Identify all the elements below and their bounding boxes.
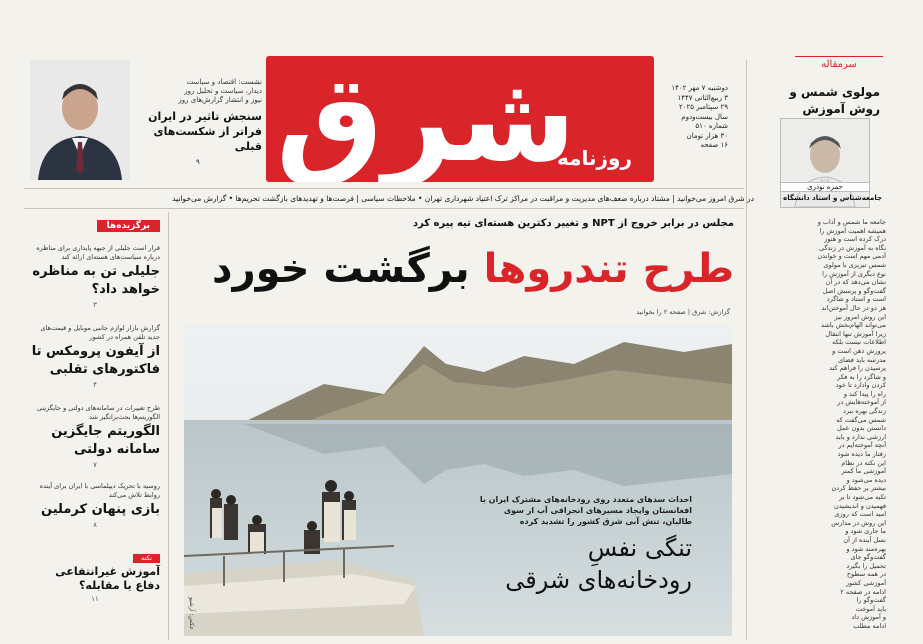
editorial-body-line: رفتار ما دیده شود xyxy=(837,450,886,459)
story-page: ۱۱ xyxy=(91,594,99,603)
masthead-logo xyxy=(276,50,576,188)
story-tag: نکته xyxy=(133,554,160,563)
date-line: ۳ ربیع‌الثانی ۱۴۴۷ xyxy=(677,93,728,102)
story-title: آموزش غیرانتفاعی دفاع یا مقابله؟ xyxy=(55,564,160,592)
editorial-body-line: دانستن بدون عمل xyxy=(836,424,886,433)
editorial-author-name: حمزه نوذری xyxy=(780,182,870,192)
editorial-body-line: نشان می‌دهد که در آن xyxy=(825,278,886,287)
left-story[interactable] xyxy=(30,324,160,389)
left-story[interactable] xyxy=(30,404,160,469)
editorial-body-line: درک کرده است و هنوز xyxy=(824,235,886,244)
editorial-body-line: فهمیدن و اندیشیدن xyxy=(833,501,886,510)
editorial-body-line: زیرا آموزش تنها انتقال xyxy=(825,329,886,338)
editorial-body-line: باید آموخت xyxy=(855,604,886,613)
editorial-body-line: آموزشی کشور xyxy=(845,578,886,587)
editorial-body-line: ارزشی ندارد و باید xyxy=(835,432,886,441)
photo-title-line: رودخانه‌های شرقی xyxy=(505,566,692,594)
editorial-body-line: این روش امروز نیز xyxy=(834,312,886,321)
date-line: شماره ۵۱۰ xyxy=(695,122,728,130)
story-title: الگوریتم جایگزین سامانه دولتی xyxy=(51,424,160,457)
editorial-body-line: پرسیدن را فراهم کند xyxy=(829,364,886,373)
editorial-body-line: نگاه به آموزش در زندگی xyxy=(819,243,886,252)
teaser-small: نشست: اقتصاد و سیاست xyxy=(186,78,262,86)
story-page: ۷ xyxy=(93,461,97,469)
editorial-body-line: نسل آینده از آن xyxy=(843,535,886,544)
editorial-body-line: آموزشی ما کمتر xyxy=(841,467,886,476)
story-title: بازی پنهان کرملین xyxy=(41,502,160,517)
editorial-body-line: راه را پیدا کند و xyxy=(843,389,886,398)
divider xyxy=(24,188,744,189)
editorial-body-line: گفت‌وگو را xyxy=(856,596,886,605)
editorial-body-line: گفت‌وگو جای xyxy=(850,553,886,562)
story-page: ۳ xyxy=(93,301,97,309)
top-teaser-photo xyxy=(30,60,130,180)
editorial-body-line: آدمی مهم است و خواندن xyxy=(817,252,886,261)
editorial-body-line: زندگی بهره ببرد xyxy=(842,407,886,416)
date-line: دوشنبه ۷ مهر ۱۴۰۲ xyxy=(671,84,728,92)
photo-title-line: تنگی نفسِ xyxy=(587,534,692,562)
story-title: جلیلی تن به مناظره خواهد داد؟ xyxy=(32,264,160,297)
divider xyxy=(746,60,747,640)
editorial-body-line: شمس می‌گفت که xyxy=(836,415,886,424)
story-title: از آیفون پرومکس تا فاکتورهای تقلبی xyxy=(31,344,160,377)
editorial-body-line: ما جاری شود و xyxy=(845,527,886,536)
editorial-body-line: همیشه اهمیت آموزش را xyxy=(819,226,886,235)
editorial-section-tag: سرمقاله xyxy=(795,56,883,70)
masthead xyxy=(266,50,654,188)
left-story[interactable] xyxy=(30,554,160,603)
teaser-page-number: ۹ xyxy=(196,158,200,166)
divider xyxy=(168,212,169,640)
editorial-body-line: بیشتر بر حفظ کردن xyxy=(831,484,886,493)
editorial-body-line: دیده می‌شود و xyxy=(846,475,886,484)
editorial-body-line: گفت‌وگو و پرسش اصل xyxy=(822,286,886,295)
editorial-body-line: این نکته در نظام xyxy=(841,458,886,467)
teaser-small: دیدار، سیاست و تحلیل روز xyxy=(184,87,262,95)
photo-caption: احداث سدهای متعدد روی رودخانه‌های مشترک ایران با افغانستان وایجاد مسیرهای انحرافی آب از سوی طالبان، تنش آبی شرق کشور را تشدید کرده xyxy=(479,495,692,526)
main-headline-red: طرح تندروها xyxy=(483,246,734,292)
teaser-small: نیوز و انتشار گزارش‌های روز xyxy=(178,96,262,104)
editorial-body-line: مدرسه باید فضای xyxy=(838,355,886,364)
editorial-body-line: پرورش ذهن است و xyxy=(832,346,886,355)
left-story[interactable] xyxy=(30,244,160,309)
story-page: ۸ xyxy=(93,521,97,529)
story-page: ۴ xyxy=(93,381,97,389)
editorial-body-line: می‌تواند الهام‌بخش باشد xyxy=(821,321,886,330)
editorial-body-line: کردن وادارد تا خود xyxy=(835,381,886,390)
divider xyxy=(24,208,744,209)
editorial-body-line: ادامه مطلب xyxy=(853,621,886,630)
editorial-body-line: بهره‌مند شود و xyxy=(846,544,886,553)
editorial-body-line: شمس تبریزی با مولوی xyxy=(823,260,886,269)
issue-date-info xyxy=(654,84,728,151)
date-line: ۳۰ هزار تومان xyxy=(686,131,728,140)
left-column xyxy=(30,220,160,232)
editorial-body-line: امید است که روزی xyxy=(834,510,886,519)
editorial-body-line: است و استاد و شاگرد xyxy=(826,295,886,304)
editorial-body-line: و آموزش داد xyxy=(851,613,886,622)
editorial-body-line: تکیه می‌شود تا بر xyxy=(839,493,886,501)
photo-title xyxy=(505,532,692,596)
story-summary: روسیه با تحریک دیپلماسی با ایران برای آینده روابط تلاش می‌کند xyxy=(39,482,160,499)
masthead-prefix: روزنامه xyxy=(557,146,632,170)
story-summary: طرح تغییرات در سامانه‌های دولتی و جایگزینی الگوریتم‌ها بحث‌برانگیز شد xyxy=(36,404,160,421)
editorial-body-line: از آموخته‌هایش در xyxy=(837,398,886,407)
story-summary: قرار است جلیلی از جبهه پایداری برای مناظره درباره سیاست‌های هسته‌ای ارائه کند xyxy=(36,244,160,261)
editorial-body-line: در همه سطوح xyxy=(846,570,886,579)
editorial-body-line: آنچه آموخته‌ایم در xyxy=(838,441,886,450)
editorial-body-line: و شاگرد را به فکر xyxy=(837,372,886,381)
masthead-logo-text: شرق xyxy=(276,50,576,188)
editorial-heading: مولوی شمس و روش آموزش xyxy=(789,85,880,116)
top-teaser xyxy=(136,78,262,154)
main-headline xyxy=(180,240,734,298)
editorial-body xyxy=(756,218,886,638)
editorial-body-line: این روش در مدارس xyxy=(831,518,886,527)
story-summary: گزارش بازار لوازم جانبی موبایل و قیمت‌های جدید تلفن همراه در کشور xyxy=(40,324,160,341)
editorial-body-line: تحمیل را بگیرد xyxy=(846,561,886,570)
editorial-body-line: هر دو در حال آموختن‌اند xyxy=(821,303,886,312)
editorial-body-line: نوع دیگری از آموزش را xyxy=(822,269,886,278)
main-photo xyxy=(184,324,732,636)
editorial-author-role: جامعه‌شناس و استاد دانشگاه xyxy=(783,194,882,202)
main-kicker: مجلس در برابر خروج از NPT و تغییر دکترین هسته‌ای تیه پیره کرد xyxy=(412,218,734,229)
date-line: ۲۹ سپتامبر ۲۰۲۵ xyxy=(679,103,728,111)
date-line: ۱۶ صفحه xyxy=(700,141,728,149)
left-section-tag: برگزیده‌ها xyxy=(97,220,160,232)
editorial-body-line: اطلاعات نیست بلکه xyxy=(832,338,886,347)
editorial-header xyxy=(756,84,880,118)
photo-credit: عکس: آرشیو xyxy=(188,597,195,630)
teaser-headline: سنجش تاثیر در ایران فراتر از شکست‌های قبلی xyxy=(148,110,262,153)
editorial-body-line: ادامه در صفحه ۲ xyxy=(840,587,886,596)
left-story[interactable] xyxy=(30,482,160,529)
date-line: سال بیست‌ودوم xyxy=(681,112,728,121)
main-reporter: گزارش: شرق | صفحه ۲ را بخوانید xyxy=(636,308,730,316)
main-headline-black: برگشت خورد xyxy=(212,246,484,292)
contents-ticker: در شرق امروز می‌خوانید | مشتاد درباره ضعف‌های مدیریت و مراقبت در مراکز ترک اعتیاد شهرداری تهران • ملاحظات سیاسی | فرصت‌ها و تهدیدهای بازگشت تحریم‌ها • گزارش می‌خوانید xyxy=(172,194,754,203)
editorial-body-line: جامعه ما شمس و آداب و xyxy=(817,218,886,226)
